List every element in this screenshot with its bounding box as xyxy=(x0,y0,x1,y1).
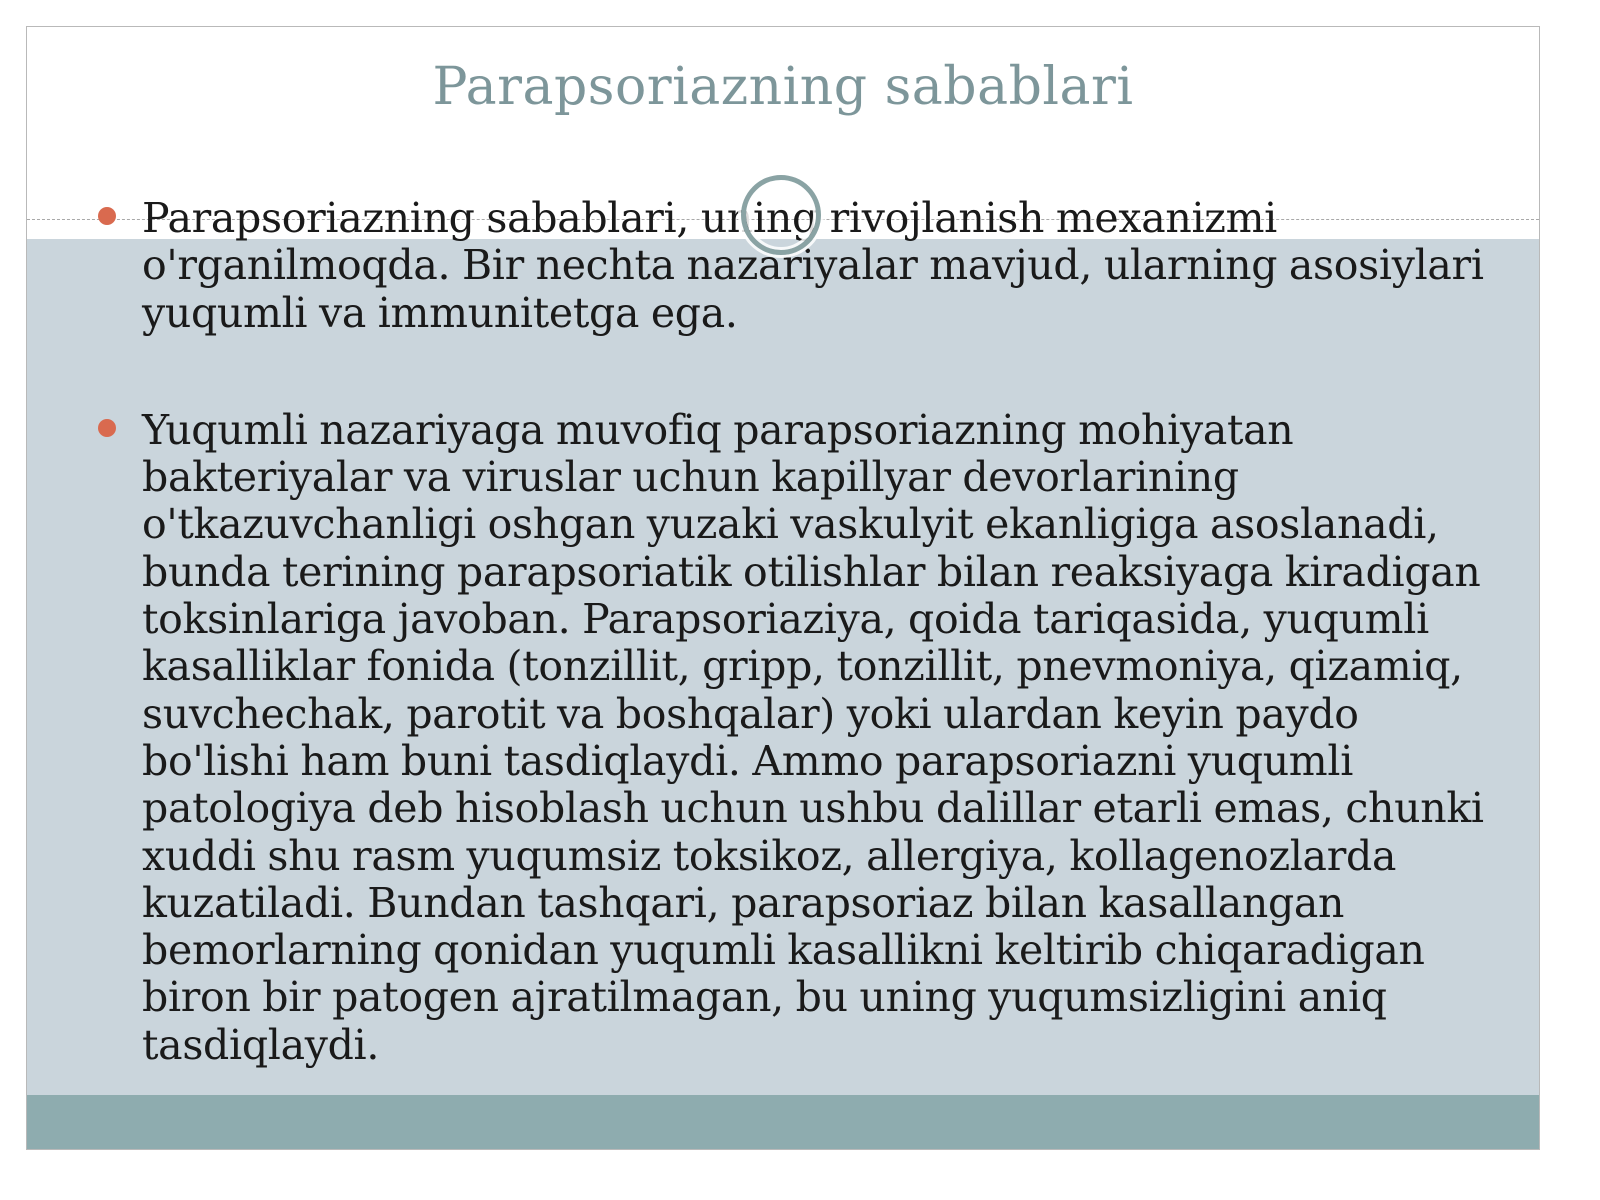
busy-ring-icon xyxy=(741,175,821,255)
bullet-dot-icon xyxy=(98,419,116,437)
slide-title: Parapsoriazning sabablari xyxy=(432,57,1134,117)
bullet-text: Parapsoriazning sabablari, uning rivojlanish mexanizmi o'rganilmoqda. Bir nechta nazariyalar mavjud, ularning asosiylari yuqumli va immunitetga ega. xyxy=(142,194,1484,337)
bullet-item xyxy=(27,407,1539,1069)
footer-band xyxy=(27,1095,1539,1150)
slide xyxy=(26,26,1540,1150)
bullet-dot-icon xyxy=(98,207,116,225)
bullet-text: Yuqumli nazariyaga muvofiq parapsoriazning mohiyatan bakteriyalar va viruslar uchun kapillyar devorlarining o'tkazuvchanligi oshgan yuzaki vaskulyit ekanligiga asoslanadi, bunda terining parapsoriatik otilishlar bilan reaksiyaga kiradigan toksinlariga javoban. Parapsoriaziya, qoida tariqasida, yuqumli kasalliklar fonida (tonzillit, gripp, tonzillit, pnevmoniya, qizamiq, suvchechak, parotit va boshqalar) yoki ulardan keyin paydo bo'lishi ham buni tasdiqlaydi. Ammo parapsoriazni yuqumli patologiya deb hisoblash uchun ushbu dalillar etarli emas, chunki xuddi shu rasm yuqumsiz toksikoz, allergiya, kollagenozlarda kuzatiladi. Bundan tashqari, parapsoriaz bilan kasallangan bemorlarning qonidan yuqumli kasallikni keltirib chiqaradigan biron bir patogen ajratilmagan, bu uning yuqumsizligini aniq tasdiqlaydi. xyxy=(142,405,1484,1069)
bullet-list xyxy=(27,195,1539,1069)
